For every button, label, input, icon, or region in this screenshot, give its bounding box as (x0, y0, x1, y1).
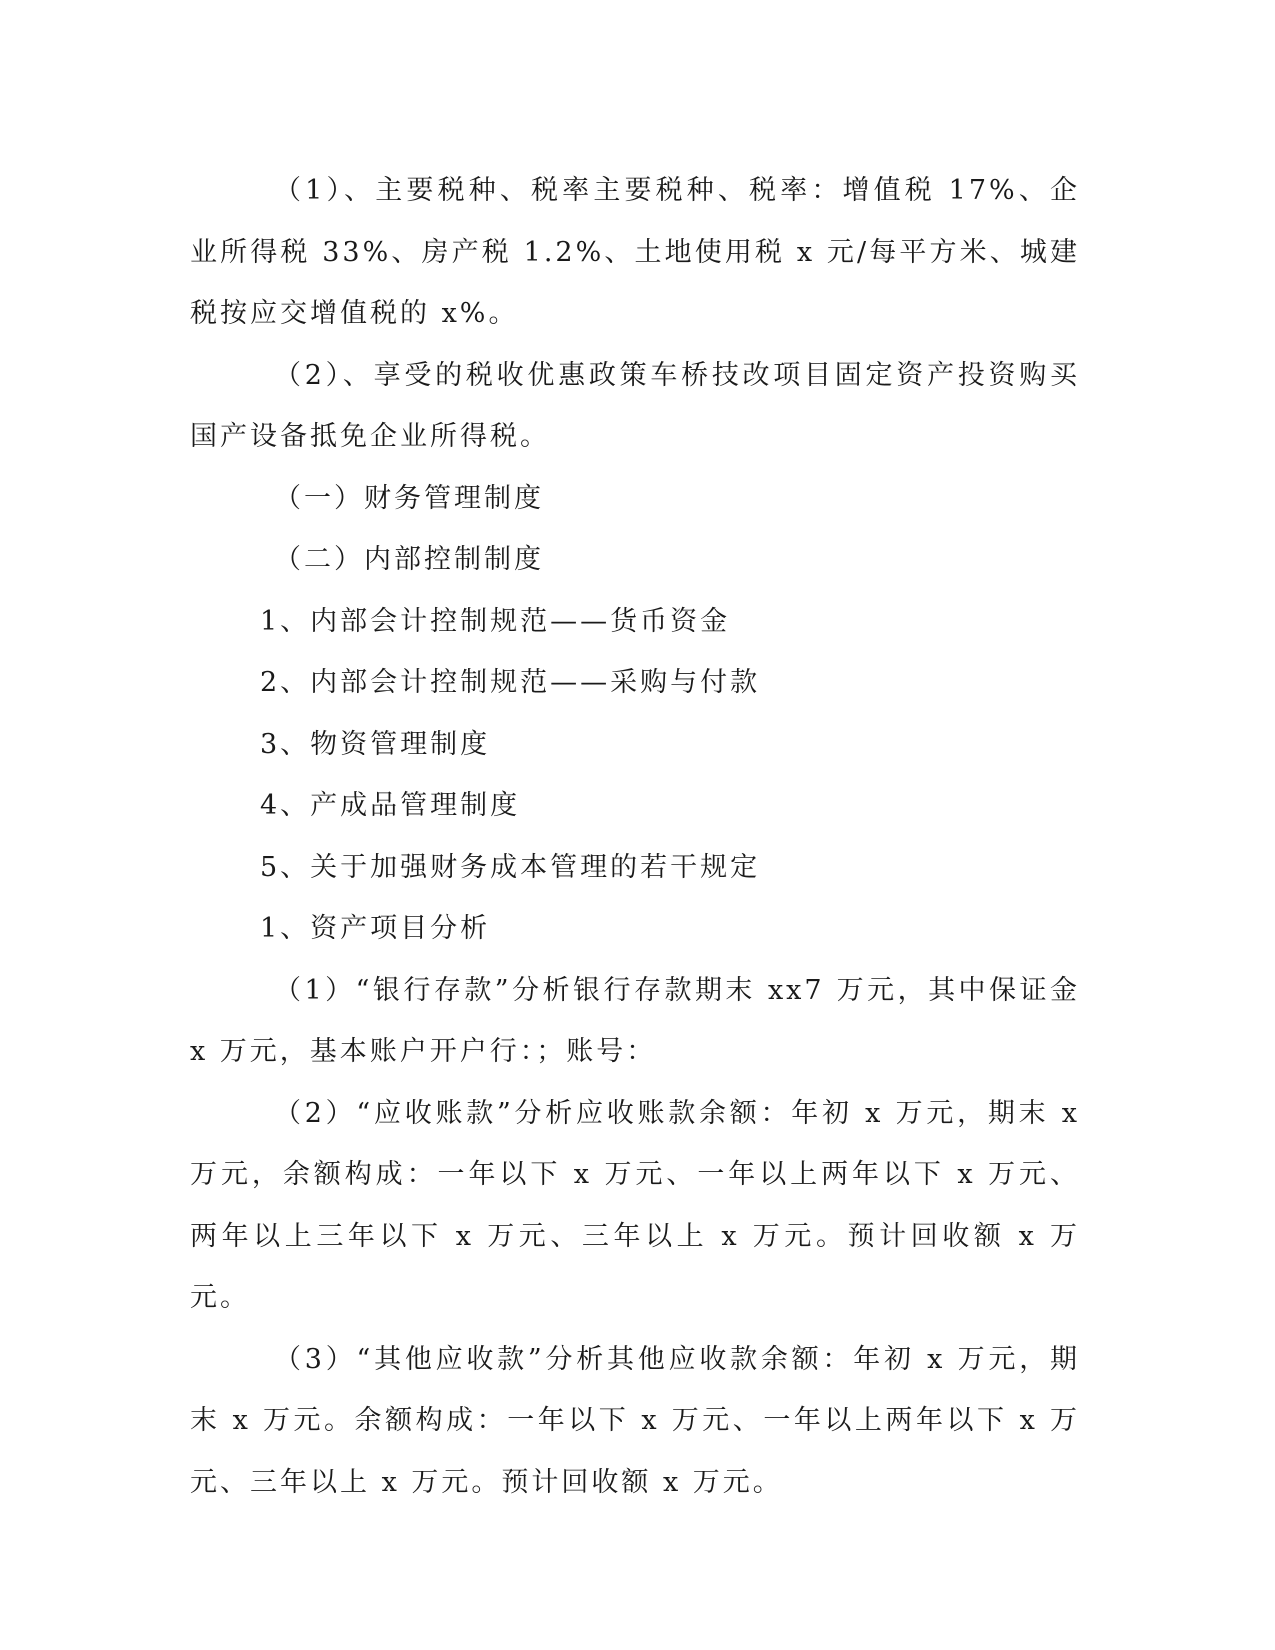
list-item-monetary-funds: 1、内部会计控制规范——货币资金 (260, 605, 731, 637)
paragraph-tax-incentives: （2）、享受的税收优惠政策车桥技改项目固定资产投资购买国产设备抵免企业所得税。 (190, 359, 1080, 452)
paragraph-bank-deposits: （1）“银行存款”分析银行存款期末 xx7 万元，其中保证金 x 万元，基本账户开户行：；账号： (190, 974, 1080, 1067)
document-body (190, 160, 1080, 1513)
list-item-purchase-payment: 2、内部会计控制规范——采购与付款 (260, 667, 761, 698)
paragraph-accounts-receivable: （2）“应收账款”分析应收账款余额：年初 x 万元，期末 x 万元，余额构成：一年以下 x 万元、一年以上两年以下 x 万元、两年以上三年以下 x 万元、三年以上 x 万元。预计回收额 x 万元。 (190, 1097, 1080, 1313)
heading-internal-control: （二）内部控制制度 (274, 544, 544, 575)
list-item-cost-management: 5、关于加强财务成本管理的若干规定 (260, 851, 761, 883)
heading-financial-management: （一）财务管理制度 (274, 482, 544, 514)
paragraph-tax-rates: （1）、主要税种、税率主要税种、税率：增值税 17%、企业所得税 33%、房产税 1.2%、土地使用税 x 元/每平方米、城建税按应交增值税的 x%。 (190, 175, 1080, 329)
paragraph-other-receivables: （3）“其他应收款”分析其他应收款余额：年初 x 万元，期末 x 万元。余额构成：一年以下 x 万元、一年以上两年以下 x 万元、三年以上 x 万元。预计回收额 x 万元。 (190, 1343, 1080, 1498)
list-item-materials-management: 3、物资管理制度 (260, 728, 491, 760)
list-item-finished-goods: 4、产成品管理制度 (260, 790, 521, 821)
heading-asset-analysis: 1、资产项目分析 (260, 913, 491, 944)
